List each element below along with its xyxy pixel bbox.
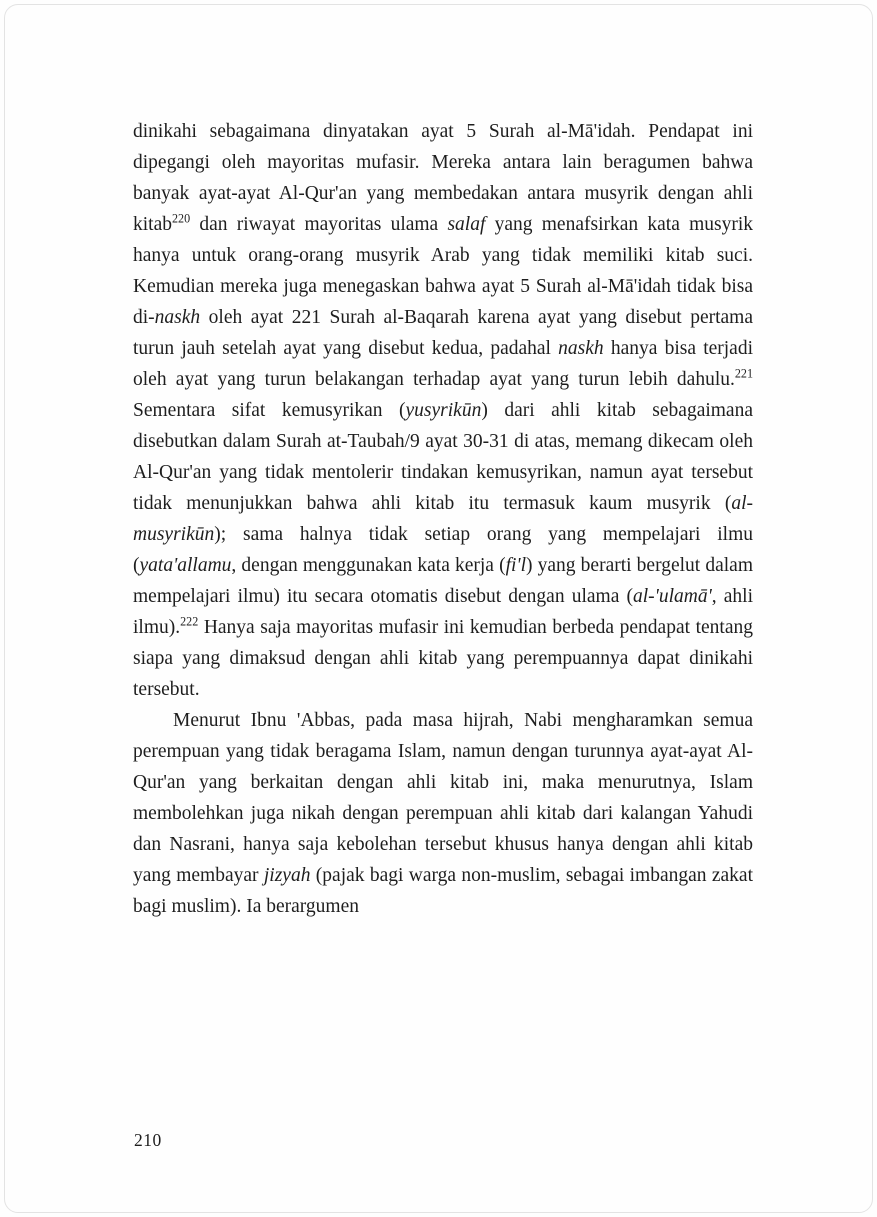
paragraph (133, 116, 753, 705)
italic-term: yusyrikūn (405, 400, 482, 421)
paragraph (133, 705, 753, 922)
footnote-marker: 221 (734, 366, 753, 381)
body-text (133, 116, 753, 922)
footnote-marker: 222 (180, 614, 199, 629)
italic-term: naskh (154, 307, 201, 328)
text-run: oleh ayat 221 Surah al-Baqarah karena ayat yang disebut pertama turun jauh setelah ayat yang disebut kedua, padahal (133, 307, 753, 359)
text-run: yang menafsirkan kata musyrik hanya untuk orang-orang musyrik Arab yang tidak memiliki kitab suci. Kemudian mereka juga menegaskan bahwa ayat 5 Surah al-Mā'idah tidak bisa di- (133, 214, 753, 328)
text-run: ) yang berarti bergelut dalam mempelajari ilmu) itu secara otomatis disebut dengan ulama ( (133, 555, 753, 607)
text-run: , ahli ilmu). (133, 586, 753, 638)
text-run: hanya bisa terjadi oleh ayat yang turun belakangan terhadap ayat yang turun lebih dahulu. (133, 338, 753, 390)
italic-term: jizyah (263, 865, 311, 886)
text-run: Hanya saja mayoritas mufasir ini kemudian berbeda pendapat tentang siapa yang dimaksud dengan ahli kitab yang perempuannya dapat dinikahi tersebut. (133, 617, 753, 700)
text-run: dinikahi sebagaimana dinyatakan ayat 5 Surah al-Mā'idah. Pendapat ini dipegangi oleh mayoritas mufasir. Mereka antara lain beragumen bahwa banyak ayat-ayat Al-Qur'an yang membedakan antara musyrik dengan ahli kitab (133, 121, 753, 235)
italic-term: fi'l (505, 555, 527, 576)
text-run: dan riwayat mayoritas ulama (190, 214, 448, 235)
text-run: , dengan menggunakan kata kerja ( (231, 555, 506, 576)
italic-term: al-musyrikūn (133, 493, 753, 545)
text-run: (pajak bagi warga non-muslim, sebagai imbangan zakat bagi muslim). Ia berargumen (133, 865, 753, 917)
text-run: Menurut Ibnu 'Abbas, pada masa hijrah, Nabi mengharamkan semua perempuan yang tidak beragama Islam, namun dengan turunnya ayat-ayat Al-Qur'an yang berkaitan dengan ahli kitab ini, maka menurutnya, Islam membolehkan juga nikah dengan perempuan ahli kitab dari kalangan Yahudi dan Nasrani, hanya saja kebolehan tersebut khusus hanya dengan ahli kitab yang membayar (133, 710, 753, 886)
page-number: 210 (134, 1130, 162, 1150)
italic-term: al-'ulamā' (632, 586, 712, 607)
footnote-marker: 220 (172, 211, 191, 226)
italic-term: salaf (447, 214, 486, 235)
text-run: ) dari ahli kitab sebagaimana disebutkan dalam Surah at-Taubah/9 ayat 30-31 di atas, memang dikecam oleh Al-Qur'an yang tidak mentolerir tindakan kemusyrikan, namun ayat tersebut tidak menunjukkan bahwa ahli kitab itu termasuk kaum musyrik ( (133, 400, 753, 514)
text-run: Sementara sifat kemusyrikan ( (133, 400, 406, 421)
italic-term: yata'allamu (139, 555, 232, 576)
italic-term: naskh (558, 338, 604, 359)
text-run: ); sama halnya tidak setiap orang yang mempelajari ilmu ( (133, 524, 753, 576)
